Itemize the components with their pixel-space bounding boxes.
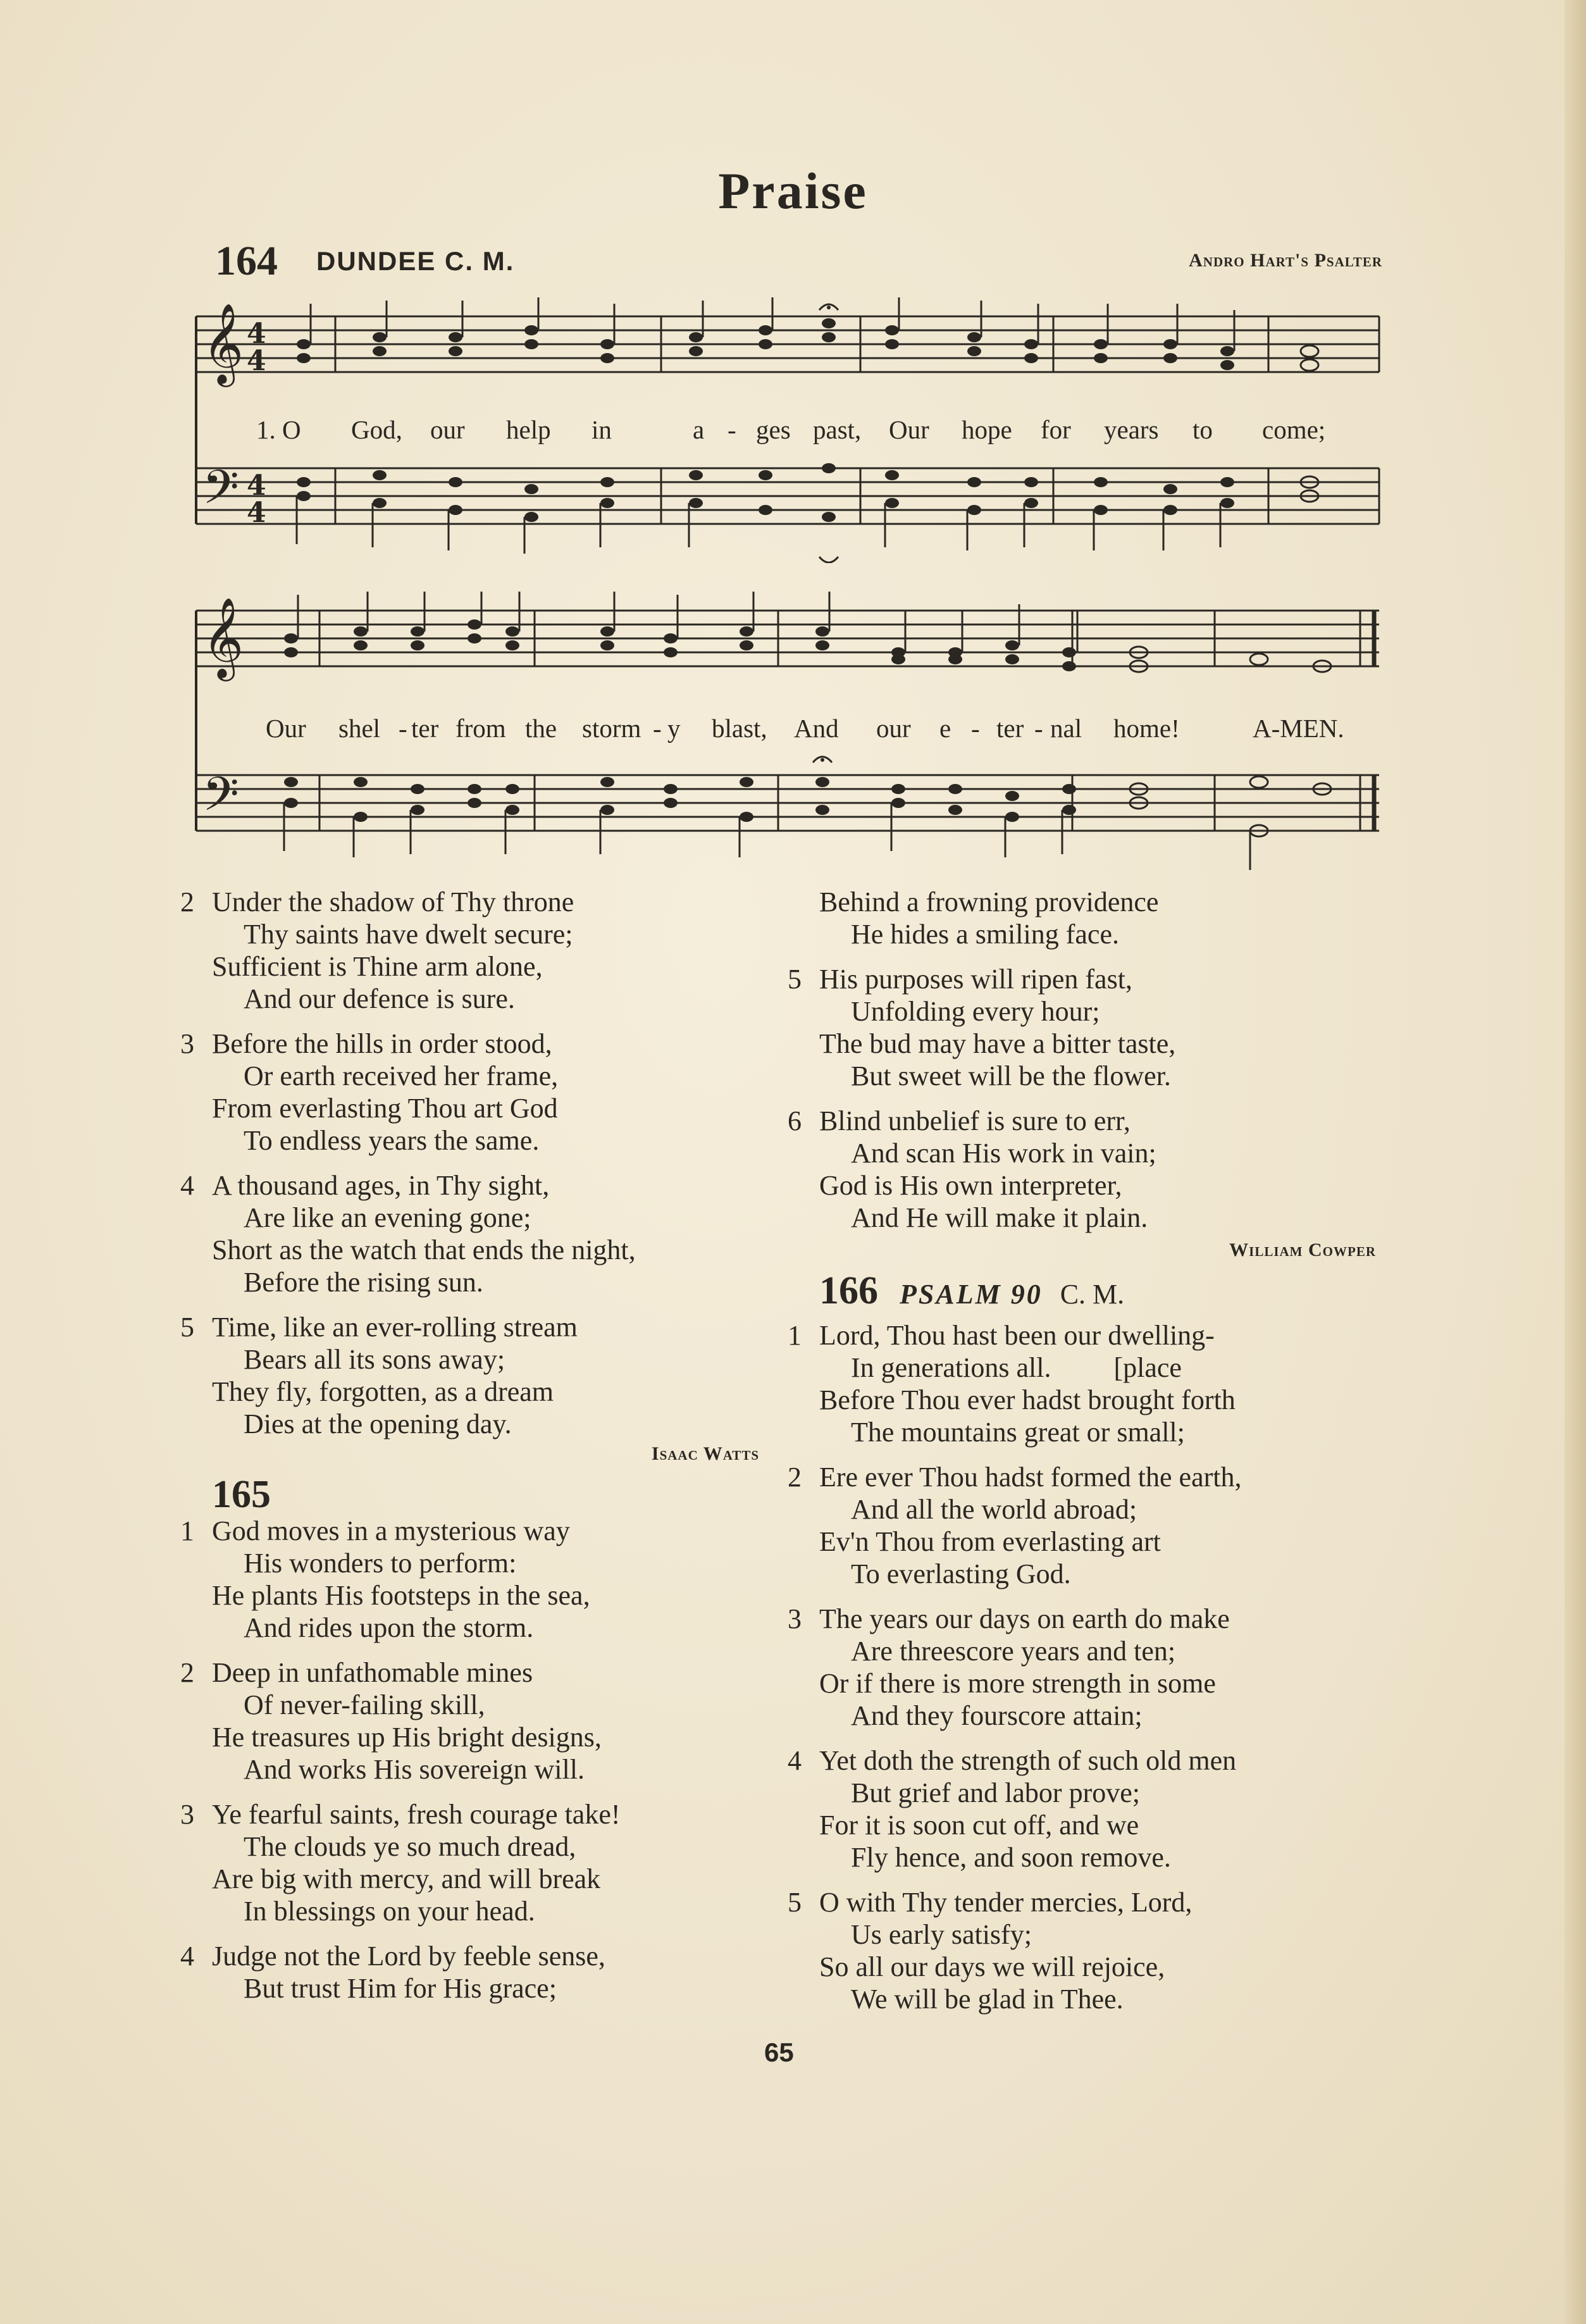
hymn-164-author: Isaac Watts bbox=[651, 1443, 759, 1464]
svg-text:𝄢: 𝄢 bbox=[202, 460, 239, 526]
hymn-166-title: PSALM 90 bbox=[900, 1279, 1043, 1310]
svg-text:4: 4 bbox=[247, 497, 266, 529]
page-heading: Praise bbox=[718, 162, 868, 220]
page-edge bbox=[1564, 0, 1586, 2324]
hymn-166-stanza-2: 2 Ere ever Thou hadst formed the earth, And all the world abroad; Ev'n Thou from everlasting art To everlasting God. bbox=[788, 1462, 1242, 1589]
hymn-164-stanza-4: 4 A thousand ages, in Thy sight, Are like an evening gone; Short as the watch that ends the night, Before the rising sun. bbox=[180, 1170, 636, 1298]
right-column bbox=[788, 886, 1382, 2028]
svg-text:4: 4 bbox=[247, 345, 266, 377]
hymn-166-header bbox=[788, 1269, 1382, 1312]
hymn-165-stanza-3: 3 Ye fearful saints, fresh courage take! The clouds ye so much dread, Are big with mercy, and will break In blessings on your head. bbox=[180, 1799, 621, 1927]
hymn-165-stanza-5: 5 His purposes will ripen fast, Unfolding every hour; The bud may have a bitter taste, But sweet will be the flower. bbox=[788, 964, 1176, 1091]
music-system-2: 𝄞 𝄢 Our shel - ter from the storm - y blast, And our e - ter - nal home! A-MEN. bbox=[190, 592, 1392, 876]
hymn-166-stanza-3: 3 The years our days on earth do make Are threescore years and ten; Or if there is more strength in some And they fourscore attain; bbox=[788, 1603, 1230, 1731]
music-system-1: 𝄞 4 4 𝄢 4 4 1. O God, our help in a - ges past, Our hope for years to come; bbox=[190, 297, 1392, 563]
hymn-165-stanza-1: 1 God moves in a mysterious way His wonders to perform: He plants His footsteps in the sea, And rides upon the storm. bbox=[180, 1515, 590, 1643]
hymn-164-stanza-3: 3 Before the hills in order stood, Or earth received her frame, From everlasting Thou art God To endless years the same. bbox=[180, 1028, 559, 1156]
hymn-166-stanza-5: 5 O with Thy tender mercies, Lord, Us early satisfy; So all our days we will rejoice, We will be glad in Thee. bbox=[788, 1887, 1193, 2015]
hymn-165-author: William Cowper bbox=[1229, 1240, 1376, 1260]
hymn-165-stanza-6: 6 Blind unbelief is sure to err, And scan His work in vain; God is His own interpreter, And He will make it plain. bbox=[788, 1105, 1156, 1233]
left-column bbox=[180, 886, 769, 2017]
tune-source: Andro Hart's Psalter bbox=[1189, 250, 1382, 271]
hymn-165-stanza-2: 2 Deep in unfathomable mines Of never-failing skill, He treasures up His bright designs, And works His sovereign will. bbox=[180, 1657, 602, 1785]
hymn-165-stanza-4: 4 Judge not the Lord by feeble sense, But trust Him for His grace; bbox=[180, 1941, 605, 2004]
hymn-165-number: 165 bbox=[212, 1473, 271, 1516]
hymn-165-stanza-4-continued: Behind a frowning providence He hides a smiling face. bbox=[819, 886, 1159, 950]
svg-text:𝄞: 𝄞 bbox=[202, 302, 244, 383]
svg-text:𝄞: 𝄞 bbox=[202, 597, 244, 678]
hymn-166-stanza-1: 1 Lord, Thou hast been our dwelling- In generations all. [place Before Thou ever hadst brought forth The mountains great or small; bbox=[788, 1320, 1236, 1448]
page-number: 65 bbox=[764, 2037, 794, 2067]
hymn-166-meter: C. M. bbox=[1060, 1279, 1125, 1310]
hymn-number: 164 bbox=[215, 238, 278, 284]
hymn-166-stanza-4: 4 Yet doth the strength of such old men But grief and labor prove; For it is soon cut off, and we Fly hence, and soon remove. bbox=[788, 1745, 1237, 1873]
hymn-164-header bbox=[215, 237, 1382, 282]
hymn-166-number: 166 bbox=[819, 1269, 878, 1312]
hymn-164-stanza-5: 5 Time, like an ever-rolling stream Bears all its sons away; They fly, forgotten, as a dream Dies at the opening day. bbox=[180, 1312, 578, 1439]
hymn-164-stanza-2: 2 Under the shadow of Thy throne Thy saints have dwelt secure; Sufficient is Thine arm alone, And our defence is sure. bbox=[180, 886, 574, 1014]
tune-name: DUNDEE C. M. bbox=[316, 246, 515, 276]
svg-text:4: 4 bbox=[247, 318, 266, 350]
svg-text:𝄢: 𝄢 bbox=[202, 767, 239, 833]
svg-text:4: 4 bbox=[247, 469, 266, 502]
